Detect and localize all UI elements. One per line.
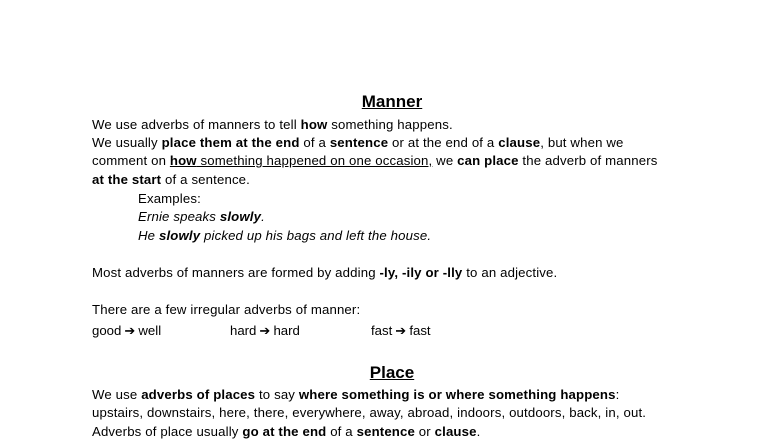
place-paragraph-line-2: upstairs, downstairs, here, there, everywhere, away, abroad, indoors, outdoors, back, in, out.: [92, 405, 647, 420]
irregular-intro: There are a few irregular adverbs of manner:: [92, 302, 361, 317]
manner-heading: Manner: [361, 92, 423, 111]
arrow-right-icon: ➔: [124, 323, 136, 338]
example-1: Ernie speaks slowly.: [138, 209, 265, 224]
arrow-right-icon: ➔: [259, 323, 271, 338]
place-paragraph-line-3: Adverbs of place usually go at the end of a sentence or clause.: [92, 424, 481, 439]
place-paragraph-line-1: We use adverbs of places to say where something is or where something happens:: [92, 387, 620, 402]
example-2: He slowly picked up his bags and left the house.: [138, 228, 432, 243]
manner-paragraph-line-1: We use adverbs of manners to tell how something happens.: [92, 117, 453, 132]
irregular-pair-hard: hard ➔ hard: [230, 323, 300, 338]
manner-paragraph-line-2: We usually place them at the end of a sentence or at the end of a clause, but when we: [92, 135, 624, 150]
formation-rule: Most adverbs of manners are formed by adding -ly, -ily or -lly to an adjective.: [92, 265, 558, 280]
place-heading: Place: [369, 363, 415, 382]
manner-paragraph-line-4: at the start of a sentence.: [92, 172, 250, 187]
manner-paragraph-line-3: comment on how something happened on one occasion, we can place the adverb of manners: [92, 153, 658, 168]
examples-label: Examples:: [138, 191, 201, 206]
irregular-pair-fast: fast ➔ fast: [371, 323, 431, 338]
irregular-pair-good: good ➔ well: [92, 323, 162, 338]
arrow-right-icon: ➔: [395, 323, 407, 338]
